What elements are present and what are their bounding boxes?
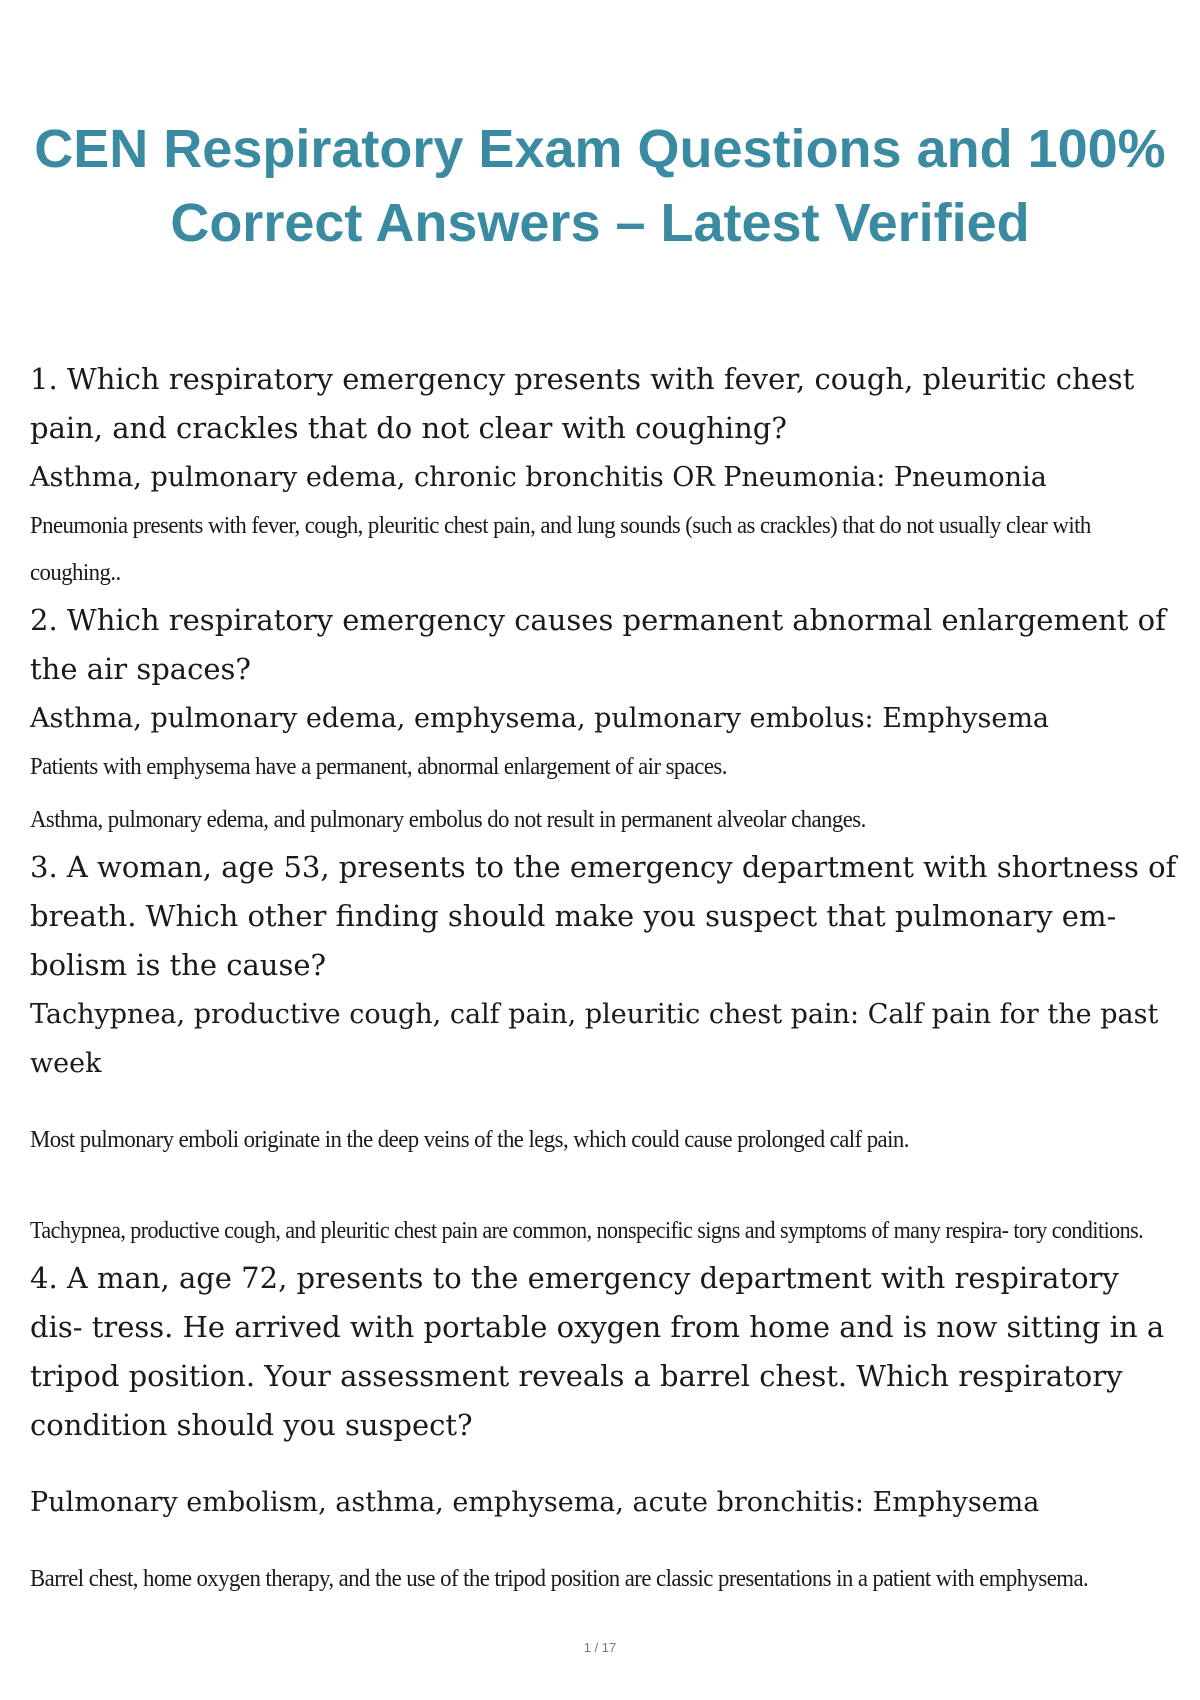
explanation-3a: Most pulmonary emboli originate in the deep veins of the legs, which could cause prolonged calf pain. bbox=[30, 1126, 909, 1153]
answer-4: Pulmonary embolism, asthma, emphysema, acute bronchitis: Emphysema bbox=[30, 1487, 1040, 1518]
document-title bbox=[0, 112, 1200, 260]
explanation-4: Barrel chest, home oxygen therapy, and the use of the tripod position are classic presentations in a patient with emphysema. bbox=[30, 1565, 1089, 1592]
answer-1: Asthma, pulmonary edema, chronic bronchitis OR Pneumonia: Pneumonia bbox=[30, 462, 1047, 493]
question-4: 4. A man, age 72, presents to the emergency department with respiratory dis- tress. He arrived with portable oxygen from home and is now sitting in a tripod position. Your assessment reveals a barrel chest. Which respiratory condition should you suspect? bbox=[30, 1261, 1165, 1442]
page-indicator: 1 / 17 bbox=[583, 1640, 617, 1655]
question-list bbox=[30, 355, 1180, 1602]
explanation-2a: Patients with emphysema have a permanent, abnormal enlargement of air spaces. bbox=[30, 753, 727, 780]
question-2: 2. Which respiratory emergency causes permanent abnormal enlargement of the air spaces? bbox=[30, 603, 1166, 686]
explanation-3b: Tachypnea, productive cough, and pleuritic chest pain are common, nonspecific signs and symptoms of many respira- tory conditions. bbox=[30, 1217, 1144, 1244]
title-line-1: CEN Respiratory Exam Questions and 100% bbox=[34, 119, 1166, 179]
answer-3: Tachypnea, productive cough, calf pain, pleuritic chest pain: Calf pain for the past week bbox=[30, 999, 1159, 1079]
explanation-1: Pneumonia presents with fever, cough, pleuritic chest pain, and lung sounds (such as crackles) that do not usually clear with coughing.. bbox=[30, 512, 1091, 586]
question-1: 1. Which respiratory emergency presents with fever, cough, pleuritic chest pain, and crackles that do not clear with coughing? bbox=[30, 362, 1135, 445]
explanation-2b: Asthma, pulmonary edema, and pulmonary embolus do not result in permanent alveolar changes. bbox=[30, 806, 866, 833]
title-line-2: Correct Answers – Latest Verified bbox=[170, 193, 1030, 253]
answer-2: Asthma, pulmonary edema, emphysema, pulmonary embolus: Emphysema bbox=[30, 703, 1050, 734]
question-3: 3. A woman, age 53, presents to the emergency department with shortness of breath. Which other finding should make you suspect that pulmonary em- bolism is the cause? bbox=[30, 850, 1177, 982]
